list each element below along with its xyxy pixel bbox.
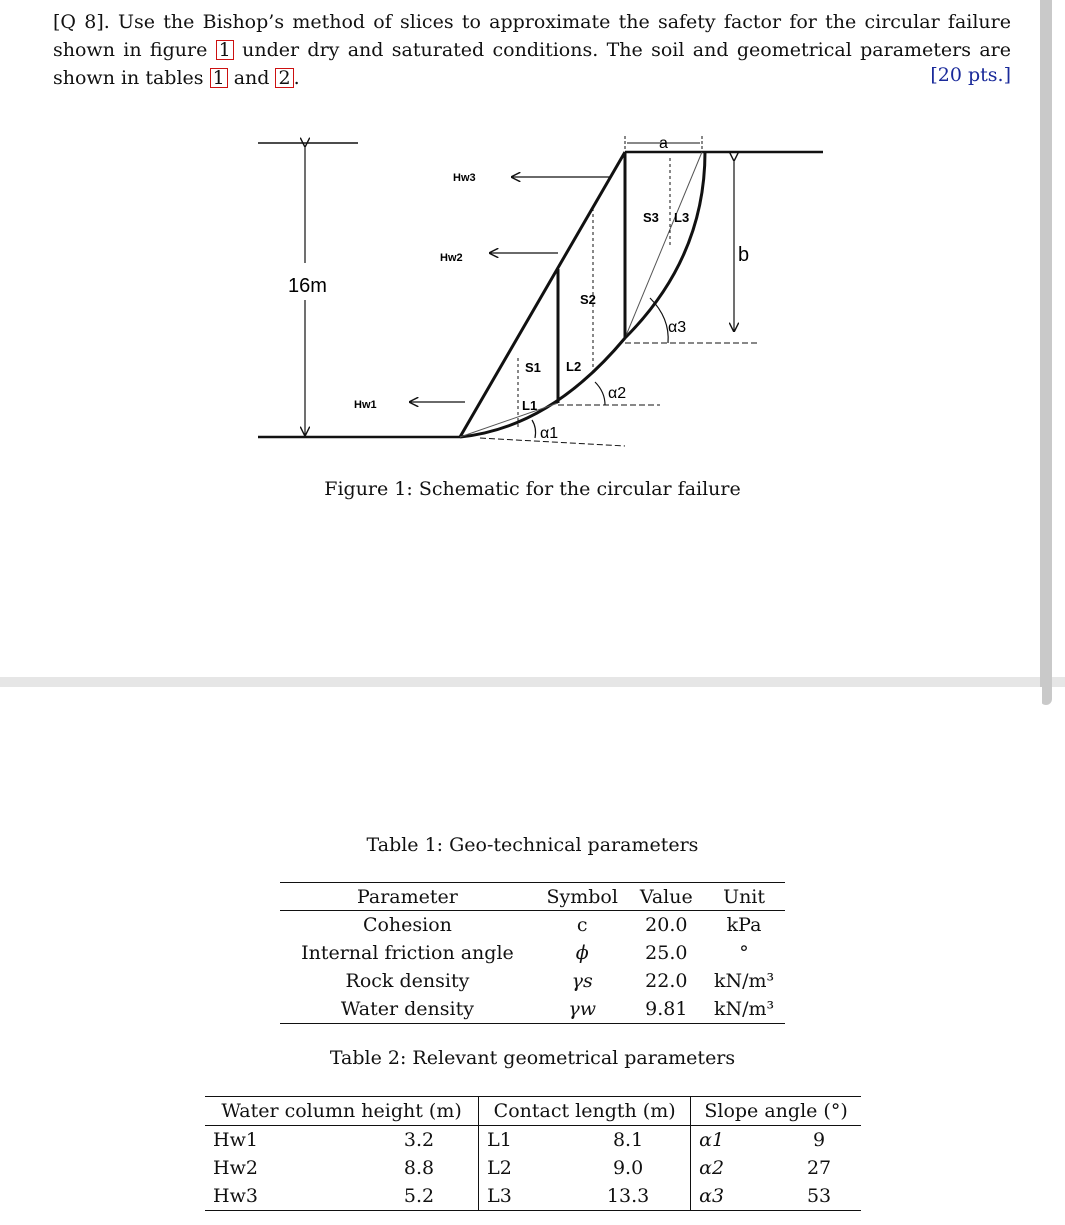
cell-parameter: Water density — [340, 998, 474, 1020]
l1-label: L1 — [522, 398, 538, 413]
height-label: 16m — [288, 275, 327, 297]
cell-parameter: Cohesion — [362, 914, 452, 936]
s2-label: S2 — [580, 292, 596, 307]
cell-unit: ° — [739, 942, 749, 964]
alpha3-label: α3 — [668, 319, 687, 336]
cell-alpha-symbol: α2 — [691, 1154, 777, 1182]
cell-value: 9.81 — [645, 998, 688, 1020]
cell-alpha-value: 53 — [806, 1185, 832, 1207]
geotechnical-parameters-table — [280, 882, 785, 1024]
cell-symbol: ϕ — [575, 942, 589, 964]
cell-alpha-value: 27 — [806, 1157, 832, 1179]
figure-caption-label: Figure 1: — [324, 478, 413, 500]
points-label: [20 pts.] — [930, 64, 1011, 86]
table-1-header-parameter: Parameter — [280, 883, 535, 911]
cell-value: 22.0 — [645, 970, 688, 992]
cell-value: 20.0 — [645, 914, 688, 936]
question-number: [Q 8]. — [53, 11, 110, 33]
cell-parameter: Rock density — [345, 970, 470, 992]
table-1-header-symbol: Symbol — [535, 883, 630, 911]
alpha1-arc — [532, 420, 536, 438]
table-row — [205, 1182, 861, 1211]
table-2-header-row — [205, 1097, 861, 1126]
cell-symbol: γs — [571, 970, 593, 992]
slope-face-line — [460, 152, 625, 437]
cell-hw-symbol: Hw2 — [213, 1157, 258, 1179]
figure-caption — [0, 478, 1065, 500]
question-paragraph — [53, 8, 1011, 92]
table-row — [205, 1154, 861, 1182]
b-label: b — [738, 244, 750, 266]
table-1-header-value: Value — [630, 883, 704, 911]
a-label: a — [659, 135, 668, 152]
cell-hw-value: 3.2 — [403, 1129, 435, 1151]
chord-3 — [625, 152, 702, 338]
cell-hw-symbol: Hw3 — [213, 1185, 258, 1207]
failure-schematic-figure — [250, 128, 830, 458]
question-text-2: under dry and saturated conditions. The soil and geometrical parameters are shown in tables — [53, 39, 1011, 89]
cell-value: 25.0 — [645, 942, 688, 964]
cell-unit: kN/m³ — [713, 970, 775, 992]
cell-l-value: 13.3 — [606, 1185, 650, 1207]
table-1-reference-link[interactable]: 1 — [210, 68, 228, 88]
table-row — [205, 1126, 861, 1155]
cell-hw-value: 5.2 — [403, 1185, 435, 1207]
table-2-caption: Table 2: Relevant geometrical parameters — [329, 1047, 736, 1069]
table-1-header-row — [280, 883, 785, 911]
cell-unit: kPa — [726, 914, 762, 936]
table-row — [280, 967, 785, 995]
cell-alpha-value: 9 — [812, 1129, 826, 1151]
cell-alpha-symbol: α1 — [691, 1126, 777, 1155]
table-row — [280, 911, 785, 940]
cell-unit: kN/m³ — [713, 998, 775, 1020]
table-row — [280, 995, 785, 1024]
table-2-header-contact-length: Contact length (m) — [479, 1097, 691, 1126]
table-1-caption: Table 1: Geo-technical parameters — [366, 834, 699, 856]
cell-l-value: 8.1 — [612, 1129, 644, 1151]
end-punctuation: . — [293, 67, 300, 89]
cell-symbol: c — [576, 914, 588, 936]
table-1-header-unit: Unit — [703, 883, 785, 911]
and-word: and — [233, 67, 270, 89]
cell-alpha-symbol: α3 — [691, 1182, 777, 1211]
alpha2-label: α2 — [608, 385, 627, 402]
cell-l-symbol: L1 — [479, 1126, 566, 1155]
geometrical-parameters-table — [205, 1096, 861, 1211]
cell-l-value: 9.0 — [612, 1157, 644, 1179]
table-2-reference-link[interactable]: 2 — [275, 68, 293, 88]
hw2-label: Hw2 — [440, 252, 463, 264]
figure-caption-text: Schematic for the circular failure — [418, 478, 741, 500]
table-row — [280, 939, 785, 967]
l3-label: L3 — [674, 210, 690, 225]
vertical-scrollbar[interactable] — [1040, 0, 1052, 705]
cell-hw-symbol: Hw1 — [213, 1129, 258, 1151]
hw3-label: Hw3 — [453, 172, 476, 184]
figure-reference-link[interactable]: 1 — [216, 40, 234, 60]
s3-label: S3 — [643, 210, 659, 225]
cell-symbol: γw — [568, 998, 596, 1020]
alpha2-arc — [595, 382, 605, 405]
cell-parameter: Internal friction angle — [301, 942, 514, 964]
page-separator — [0, 677, 1065, 687]
cell-hw-value: 8.8 — [403, 1157, 435, 1179]
table-2-header-water-column: Water column height (m) — [205, 1097, 479, 1126]
table-2-header-slope-angle: Slope angle (°) — [691, 1097, 861, 1126]
hw1-label: Hw1 — [354, 399, 377, 411]
question-text-1: Use the Bishop’s method of slices to approximate the safety factor for the circular failure shown in figure — [53, 11, 1011, 61]
s1-label: S1 — [525, 360, 541, 375]
alpha1-label: α1 — [540, 425, 559, 442]
cell-l-symbol: L2 — [479, 1154, 566, 1182]
cell-l-symbol: L3 — [479, 1182, 566, 1211]
l2-label: L2 — [566, 359, 582, 374]
